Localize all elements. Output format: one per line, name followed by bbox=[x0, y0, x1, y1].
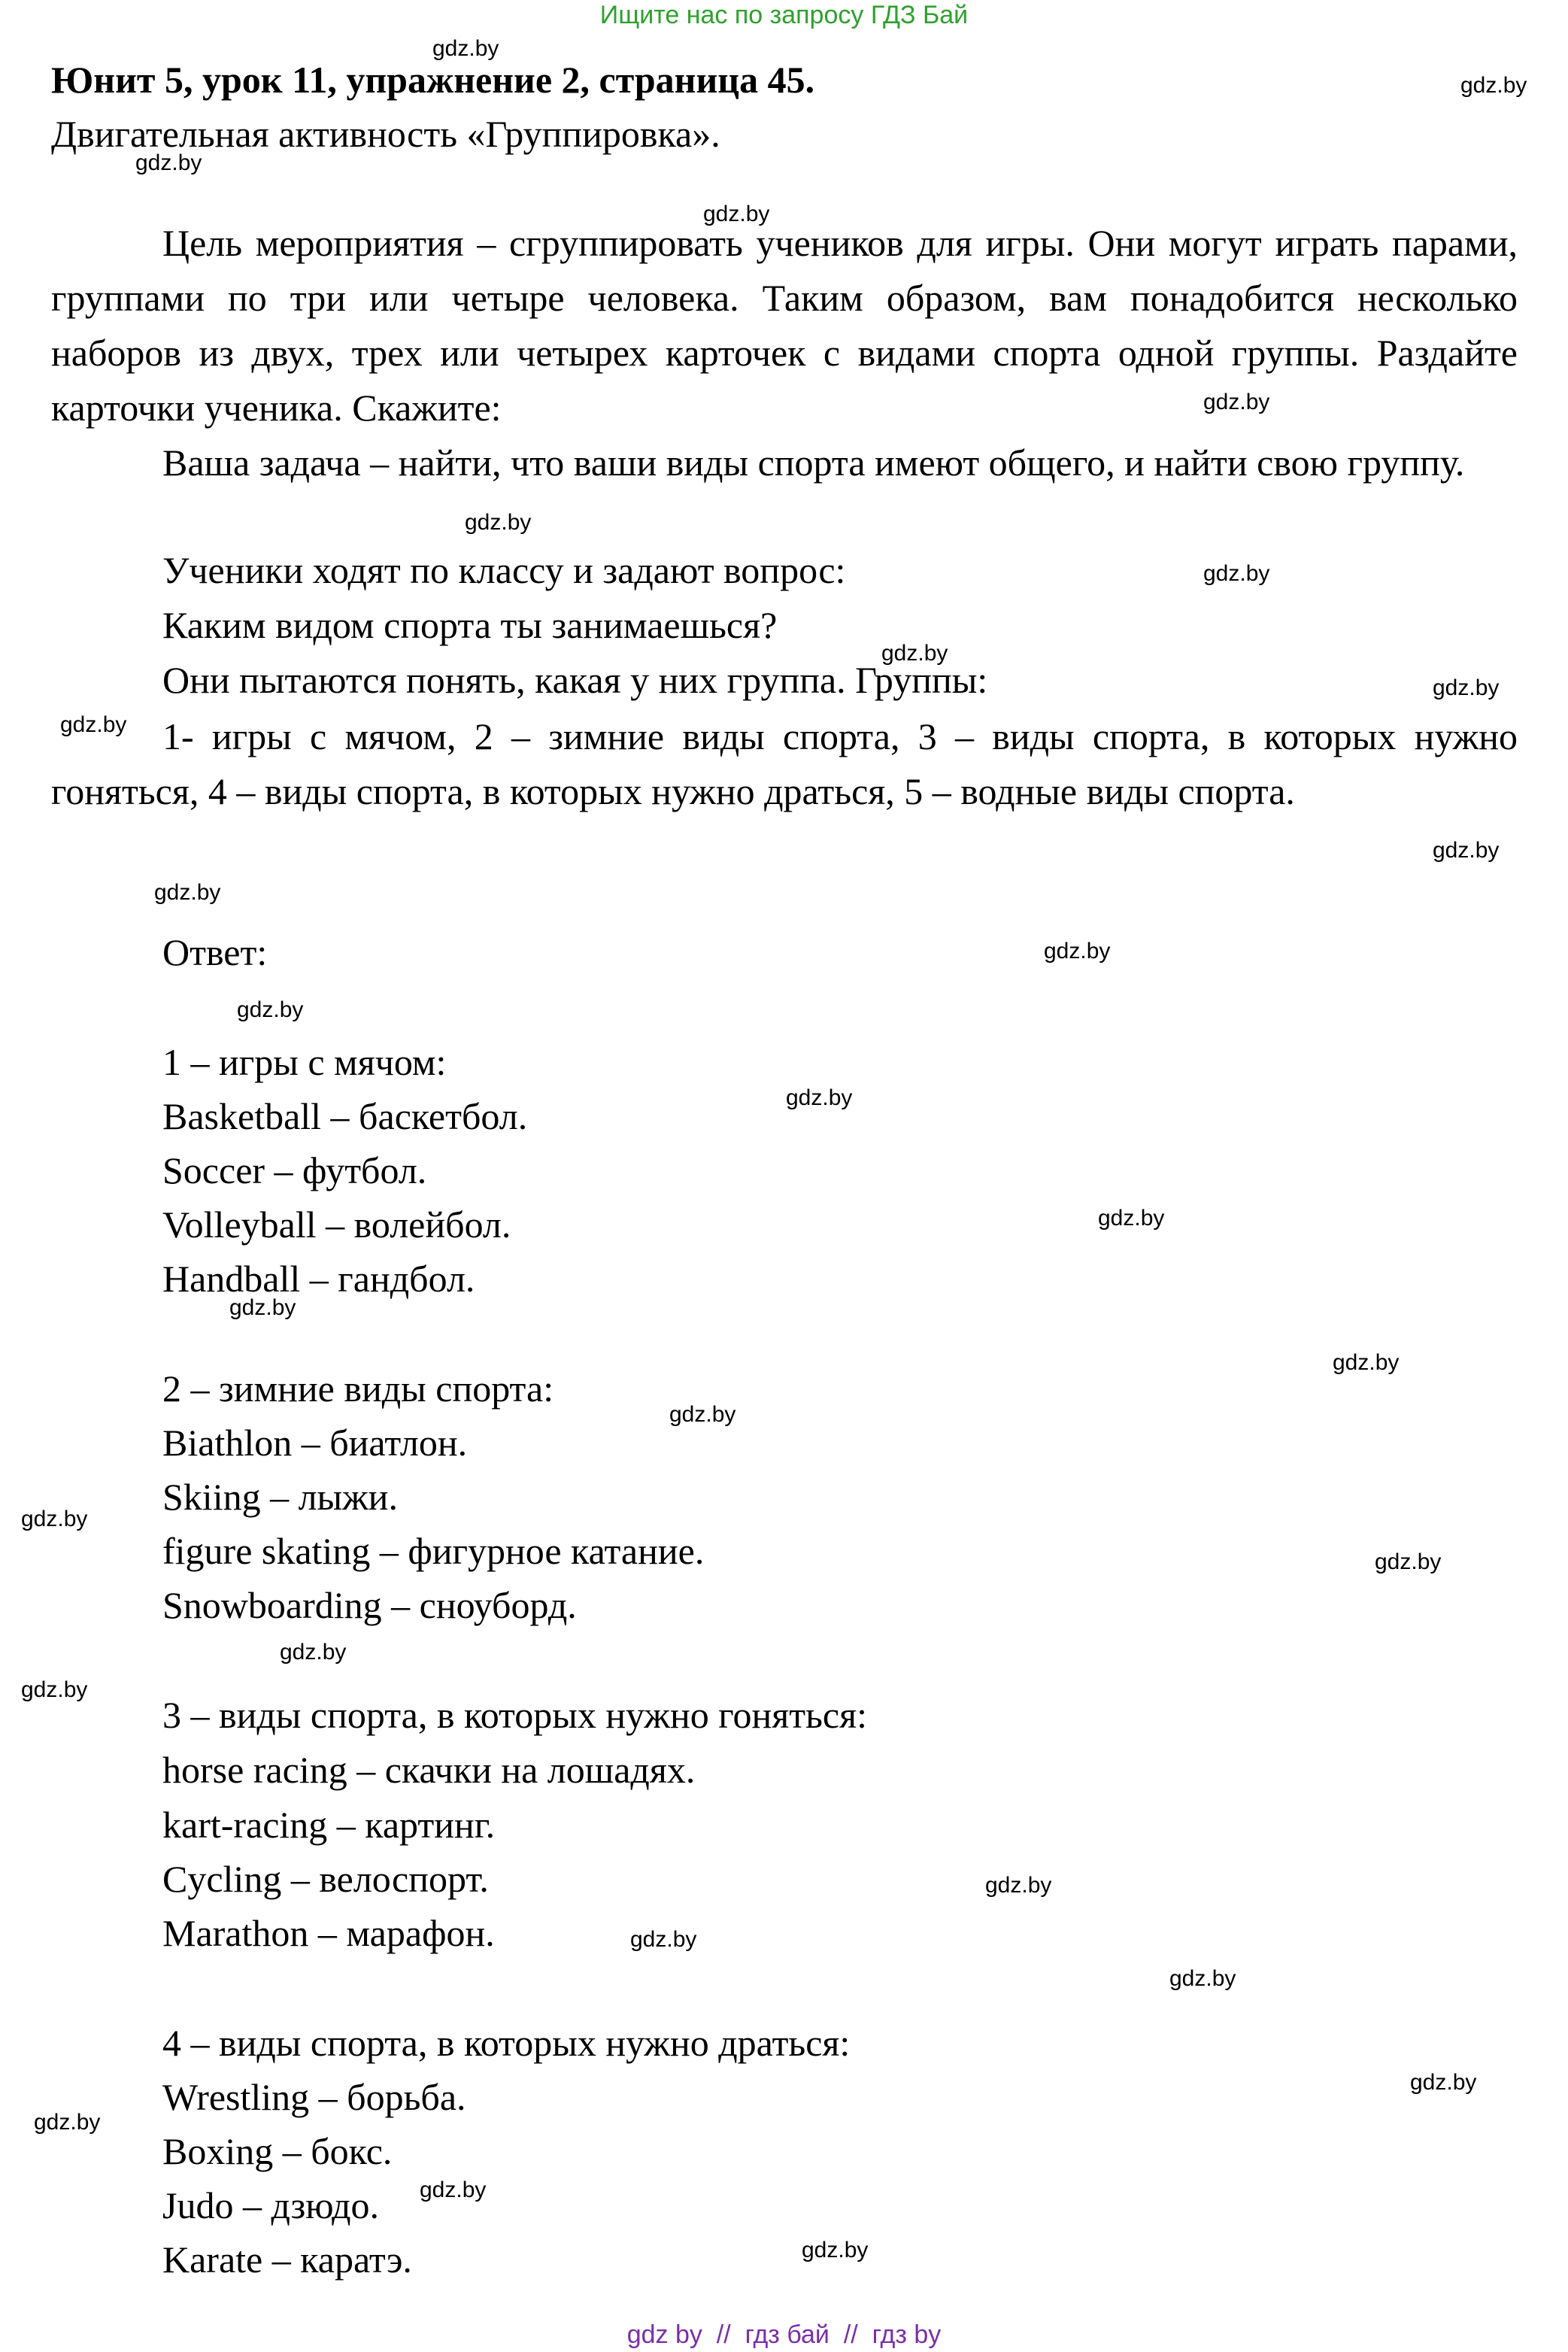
watermark: gdz.by bbox=[669, 1402, 736, 1427]
group-4-heading: 4 – виды спорта, в которых нужно драться: bbox=[162, 2022, 851, 2064]
page-subtitle: Двигательная активность «Группировка». bbox=[51, 113, 720, 155]
instruction-line-1: Ученики ходят по классу и задают вопрос: bbox=[162, 549, 846, 591]
list-item: Karate – каратэ. bbox=[162, 2238, 412, 2281]
watermark: gdz.by bbox=[465, 510, 532, 535]
watermark: gdz.by bbox=[881, 641, 948, 666]
watermark: gdz.by bbox=[1410, 2070, 1477, 2095]
watermark: gdz.by bbox=[280, 1640, 347, 1665]
watermark: gdz.by bbox=[60, 712, 127, 737]
watermark: gdz.by bbox=[1433, 675, 1500, 700]
watermark: gdz.by bbox=[432, 36, 499, 61]
watermark: gdz.by bbox=[1203, 390, 1270, 414]
list-item: Judo – дзюдо. bbox=[162, 2184, 380, 2226]
group-2-heading: 2 – зимние виды спорта: bbox=[162, 1367, 554, 1410]
list-item: Skiing – лыжи. bbox=[162, 1476, 398, 1518]
watermark: gdz.by bbox=[985, 1873, 1052, 1898]
list-item: kart-racing – картинг. bbox=[162, 1804, 496, 1846]
list-item: figure skating – фигурное катание. bbox=[162, 1530, 705, 1572]
intro-paragraph-2: Ваша задача – найти, что ваши виды спорта имеют общего, и найти свою группу. bbox=[162, 442, 1465, 484]
watermark: gdz.by bbox=[1044, 939, 1111, 964]
answer-label: Ответ: bbox=[162, 931, 268, 973]
watermark: gdz.by bbox=[21, 1677, 88, 1702]
watermark: gdz.by bbox=[154, 880, 221, 905]
watermark: gdz.by bbox=[1433, 838, 1500, 863]
page-title: Юнит 5, урок 11, упражнение 2, страница 45. bbox=[51, 59, 815, 101]
list-item: Cycling – велоспорт. bbox=[162, 1858, 489, 1900]
watermark: gdz.by bbox=[1460, 73, 1527, 98]
watermark: gdz.by bbox=[786, 1085, 853, 1110]
intro-paragraph-1: Цель мероприятия – сгруппировать учеников для игры. Они могут играть парами, группами по три или четыре человека. Таким образом, вам понадобится несколько наборов из двух, трех или четырех карточек с видами спорта одной группы. Раздайте карточки ученика. Скажите: bbox=[51, 222, 1518, 429]
group-3-heading: 3 – виды спорта, в которых нужно гоняться: bbox=[162, 1694, 867, 1736]
watermark: gdz.by bbox=[1098, 1206, 1165, 1231]
watermark: gdz.by bbox=[1169, 1966, 1236, 1991]
footer-links: gdz by // гдз бай // гдз by bbox=[626, 2320, 942, 2349]
watermark: gdz.by bbox=[135, 150, 202, 175]
list-item: Soccer – футбол. bbox=[162, 1149, 427, 1191]
list-item: Boxing – бокс. bbox=[162, 2130, 393, 2172]
watermark: gdz.by bbox=[1203, 561, 1270, 586]
watermark: gdz.by bbox=[1333, 1350, 1400, 1375]
list-item: Marathon – марафон. bbox=[162, 1912, 495, 1954]
list-item: Snowboarding – сноуборд. bbox=[162, 1584, 577, 1626]
list-item: Basketball – баскетбол. bbox=[162, 1095, 528, 1137]
watermark: gdz.by bbox=[1375, 1549, 1442, 1574]
list-item: Handball – гандбол. bbox=[162, 1258, 475, 1300]
watermark: gdz.by bbox=[229, 1295, 296, 1320]
instruction-line-3: Они пытаются понять, какая у них группа. Группы: bbox=[162, 659, 988, 701]
list-item: Wrestling – борьба. bbox=[162, 2076, 466, 2118]
watermark: gdz.by bbox=[630, 1927, 697, 1952]
top-banner: Ищите нас по запросу ГДЗ Бай bbox=[599, 1, 969, 29]
watermark: gdz.by bbox=[237, 997, 304, 1022]
watermark: gdz.by bbox=[34, 2110, 101, 2135]
watermark: gdz.by bbox=[21, 1507, 88, 1531]
list-item: Biathlon – биатлон. bbox=[162, 1422, 468, 1464]
watermark: gdz.by bbox=[420, 2177, 487, 2202]
watermark: gdz.by bbox=[703, 202, 770, 226]
list-item: horse racing – скачки на лошадях. bbox=[162, 1749, 696, 1791]
watermark: gdz.by bbox=[802, 2238, 869, 2262]
group-1-heading: 1 – игры с мячом: bbox=[162, 1041, 447, 1083]
instruction-line-2: Каким видом спорта ты занимаешься? bbox=[162, 604, 778, 646]
list-item: Volleyball – волейбол. bbox=[162, 1203, 511, 1246]
groups-paragraph: 1- игры с мячом, 2 – зимние виды спорта, 3 – виды спорта, в которых нужно гоняться, 4 – виды спорта, в которых нужно драться, 5 – водные виды спорта. bbox=[51, 715, 1518, 812]
